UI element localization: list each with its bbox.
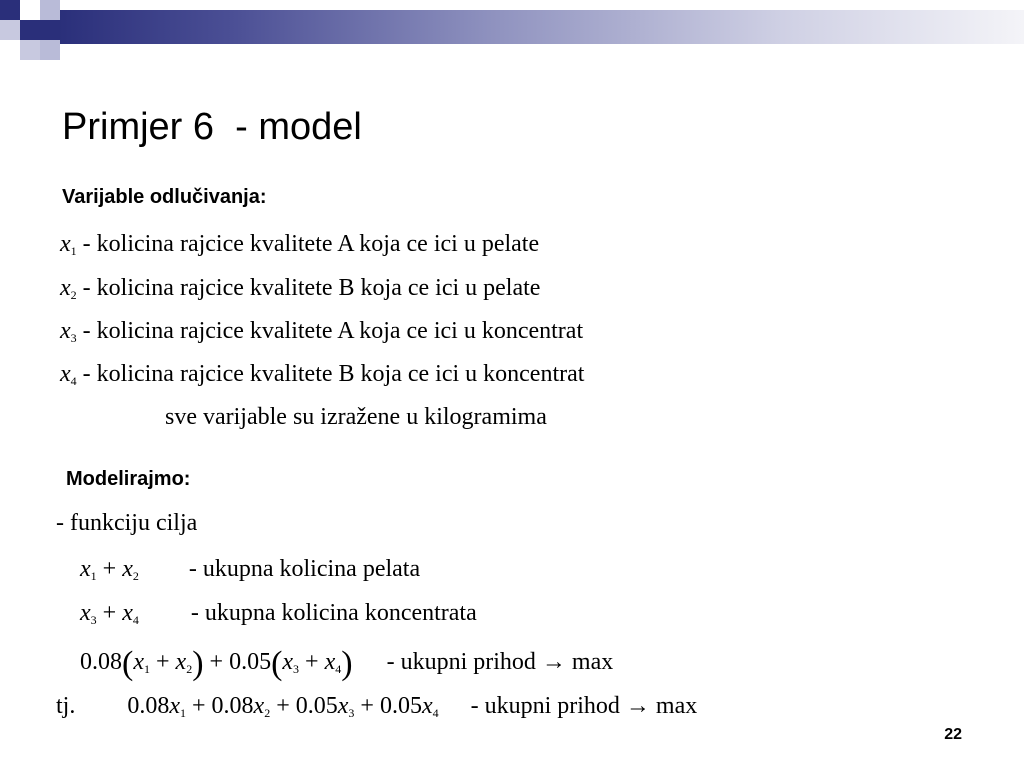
var-symbol: x [60,361,71,387]
header-gradient-bar [58,10,1024,44]
var-subscript: 2 [70,288,77,302]
objective-label: - funkciju cilja [56,510,198,536]
var-symbol: x [60,231,71,257]
formula-revenue-grouped: $0.08(x_1 + x_2) + 0.05(x_3 + x_4)$ - ukupni prihod → max [80,645,614,682]
coefficient: 0.08 [80,649,122,675]
coefficient: 0.05 [379,693,422,719]
var-symbol: x [133,649,144,675]
var-subscript: 3 [348,706,355,720]
formula-revenue-expanded [56,694,697,719]
header-decoration [0,0,1024,62]
var-symbol: x [60,318,71,344]
operator: + [192,693,206,719]
operator: + [305,649,319,675]
var-subscript: 1 [180,706,186,720]
formula-description: - ukupni prihod → max [386,649,614,675]
operator: + [102,556,117,582]
operator: + [276,693,290,719]
formula-description: - ukupni prihod → max [470,693,698,719]
units-note: sve varijable su izražene u kilogramima [165,404,547,430]
var-subscript: 4 [132,613,139,627]
coefficient: 0.05 [295,693,338,719]
var-subscript: 4 [432,706,439,720]
var-symbol: x [60,275,71,301]
var-description: - kolicina rajcice kvalitete B koja ce ici u pelate [82,275,541,301]
var-symbol: x [337,693,349,719]
var-symbol: x [253,693,265,719]
var-symbol: x [122,600,133,626]
var-subscript: 3 [90,613,97,627]
prefix-tj: tj. [56,693,76,719]
operator: + [209,649,224,675]
var-symbol: x [282,649,294,675]
var-subscript: 2 [264,706,271,720]
model-heading: Modelirajmo: [66,468,191,490]
var-subscript: 4 [70,374,77,388]
var-def-x3 [60,319,583,344]
var-description: - kolicina rajcice kvalitete A koja ce ici u pelate [82,231,540,257]
deco-square [0,20,20,40]
var-symbol: x [421,693,433,719]
var-symbol: x [80,600,91,626]
var-def-x2 [60,276,540,301]
slide-title: Primjer 6 - model [62,106,362,148]
var-symbol: x [324,649,336,675]
var-description: - kolicina rajcice kvalitete A koja ce ici u koncentrat [82,318,584,344]
operator: + [102,600,117,626]
var-description: - kolicina rajcice kvalitete B koja ce ici u koncentrat [82,361,585,387]
var-symbol: x [80,556,91,582]
formula-description: - ukupna kolicina pelata [188,556,421,582]
deco-square [20,0,40,20]
coefficient: 0.05 [229,649,272,675]
var-symbol: x [122,556,133,582]
operator: + [155,649,170,675]
formula-description: - ukupna kolicina koncentrata [190,600,477,626]
var-subscript: 2 [186,662,193,676]
var-subscript: 3 [293,662,300,676]
coefficient: 0.08 [127,693,170,719]
operator: + [360,693,374,719]
var-symbol: x [175,649,187,675]
var-subscript: 3 [70,331,77,345]
deco-square [40,40,60,60]
var-def-x1 [60,232,539,257]
formula-koncentrat [80,601,477,626]
deco-square [20,20,40,40]
deco-square [40,0,60,20]
var-subscript: 1 [90,569,97,583]
decision-vars-heading: Varijable odlučivanja: [62,186,267,208]
var-symbol: x [169,693,180,719]
deco-square [0,0,20,20]
formula-pelata [80,557,420,582]
var-subscript: 1 [143,662,150,676]
var-subscript: 4 [335,662,342,676]
deco-square [20,40,40,60]
coefficient: 0.08 [211,693,254,719]
var-subscript: 2 [132,569,139,583]
var-subscript: 1 [70,244,77,258]
page-number: 22 [944,726,962,743]
var-def-x4 [60,362,584,387]
deco-square [40,20,60,40]
